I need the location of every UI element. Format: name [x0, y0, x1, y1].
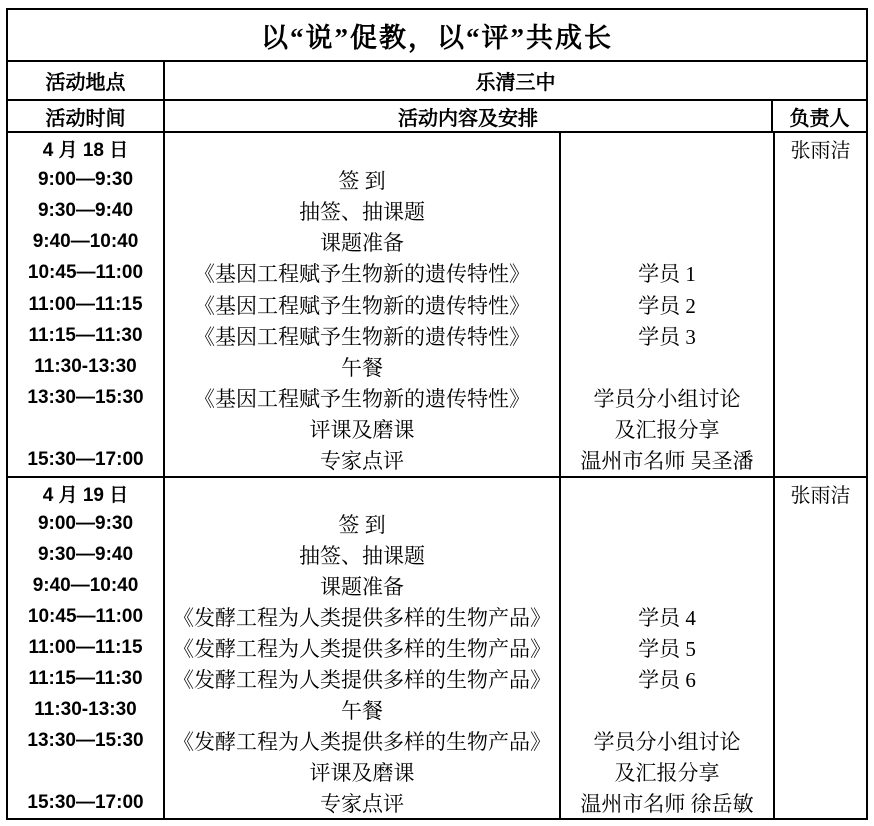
- manager-cell: [775, 694, 866, 725]
- time-column: [8, 478, 165, 818]
- participant-cell: [561, 509, 773, 540]
- time-cell: 9:40—10:40: [32, 575, 139, 597]
- participant-cell: 学员 6: [638, 667, 696, 692]
- activity-cell: 《基因工程赋予生物新的遗传特性》: [194, 262, 530, 287]
- content-column: [165, 478, 561, 818]
- manager-cell: [775, 383, 866, 414]
- participant-cell: [561, 227, 773, 258]
- time-cell: 13:30—15:30: [27, 387, 144, 409]
- manager-cell: [775, 602, 866, 633]
- activity-cell: 《发酵工程为人类提供多样的生物产品》: [173, 636, 551, 661]
- activity-cell: 抽签、抽课题: [299, 199, 425, 224]
- activity-cell: 《基因工程赋予生物新的遗传特性》: [194, 387, 530, 412]
- participant-cell: [561, 195, 773, 226]
- manager-cell: 张雨洁: [790, 484, 851, 507]
- activity-cell: 评课及磨课: [309, 418, 415, 443]
- who-column: [561, 478, 775, 818]
- participant-cell: [561, 164, 773, 195]
- activity-cell: 评课及磨课: [309, 760, 415, 785]
- activity-cell: 《发酵工程为人类提供多样的生物产品》: [173, 729, 551, 754]
- participant-cell: [561, 571, 773, 602]
- participant-cell: [561, 478, 773, 509]
- title-row: [8, 10, 866, 62]
- manager-cell: [775, 663, 866, 694]
- manager-cell: [775, 414, 866, 445]
- participant-cell: 学员 5: [638, 636, 696, 661]
- participant-cell: 学员 3: [638, 324, 696, 349]
- location-label: 活动地点: [8, 62, 165, 99]
- time-cell: 11:00—11:15: [28, 293, 143, 315]
- time-column: [8, 133, 165, 476]
- mgr-column: [775, 133, 866, 476]
- header-row: [8, 101, 866, 133]
- time-cell: [8, 756, 163, 787]
- activity-cell: 午餐: [341, 698, 383, 723]
- activity-cell: [165, 478, 559, 509]
- manager-cell: 张雨洁: [790, 140, 851, 163]
- time-cell: 10:45—11:00: [27, 606, 144, 628]
- manager-cell: [775, 787, 866, 818]
- time-cell: 11:15—11:30: [28, 667, 143, 689]
- day-block-april-18: [8, 133, 866, 478]
- time-cell: 13:30—15:30: [27, 729, 144, 751]
- manager-cell: [775, 571, 866, 602]
- activity-cell: 《发酵工程为人类提供多样的生物产品》: [173, 606, 551, 631]
- participant-cell: [561, 133, 773, 164]
- manager-cell: [775, 633, 866, 664]
- mgr-column: [775, 478, 866, 818]
- activity-cell: 《基因工程赋予生物新的遗传特性》: [194, 324, 530, 349]
- manager-cell: [775, 195, 866, 226]
- who-column: [561, 133, 775, 476]
- manager-cell: [775, 164, 866, 195]
- activity-cell: 签 到: [338, 168, 386, 193]
- participant-cell: [561, 540, 773, 571]
- activity-cell: 专家点评: [320, 791, 404, 816]
- participant-cell: [561, 351, 773, 382]
- manager-cell: [775, 540, 866, 571]
- time-cell: 15:30—17:00: [27, 791, 144, 813]
- time-cell: 11:00—11:15: [28, 636, 143, 658]
- activity-cell: 午餐: [341, 355, 383, 380]
- manager-cell: [775, 509, 866, 540]
- column-header-content: 活动内容及安排: [165, 101, 773, 131]
- manager-cell: [775, 320, 866, 351]
- time-cell: [8, 414, 163, 445]
- page-title: 以“说”促教，以“评”共成长: [261, 22, 613, 53]
- manager-cell: [775, 227, 866, 258]
- activity-cell: 《发酵工程为人类提供多样的生物产品》: [173, 667, 551, 692]
- activity-cell: [165, 133, 559, 164]
- activity-cell: 课题准备: [320, 575, 404, 600]
- column-header-time: 活动时间: [8, 101, 165, 131]
- participant-cell: 温州市名师 吴圣潘: [580, 449, 754, 474]
- time-cell: 9:00—9:30: [37, 513, 134, 535]
- participant-cell: 学员 1: [638, 262, 696, 287]
- manager-cell: [775, 258, 866, 289]
- time-cell: 11:30-13:30: [34, 698, 137, 720]
- time-cell: 10:45—11:00: [27, 262, 144, 284]
- manager-cell: [775, 725, 866, 756]
- day-block-april-19: [8, 478, 866, 818]
- date-cell: 4 月 19 日: [42, 484, 129, 506]
- date-cell: 4 月 18 日: [42, 140, 129, 162]
- time-cell: 9:30—9:40: [37, 199, 134, 221]
- schedule-table: [6, 8, 868, 820]
- manager-cell: [775, 289, 866, 320]
- time-cell: 11:30-13:30: [34, 355, 137, 377]
- column-header-manager: 负责人: [789, 107, 850, 130]
- participant-cell: [561, 694, 773, 725]
- participant-cell: 学员 4: [638, 606, 696, 631]
- time-cell: 15:30—17:00: [27, 449, 144, 471]
- activity-cell: 专家点评: [320, 449, 404, 474]
- time-cell: 9:30—9:40: [37, 544, 134, 566]
- time-cell: 9:40—10:40: [32, 231, 139, 253]
- location-value: 乐清三中: [475, 72, 556, 94]
- participant-cell: 学员 2: [638, 293, 696, 318]
- location-row: [8, 62, 866, 101]
- activity-cell: 抽签、抽课题: [299, 544, 425, 569]
- participant-cell: 及汇报分享: [614, 418, 720, 443]
- manager-cell: [775, 756, 866, 787]
- participant-cell: 学员分小组讨论: [593, 387, 741, 412]
- time-cell: 9:00—9:30: [37, 168, 134, 190]
- participant-cell: 温州市名师 徐岳敏: [580, 791, 754, 816]
- activity-cell: 签 到: [338, 513, 386, 538]
- time-cell: 11:15—11:30: [28, 324, 143, 346]
- activity-cell: 《基因工程赋予生物新的遗传特性》: [194, 293, 530, 318]
- participant-cell: 及汇报分享: [614, 760, 720, 785]
- manager-cell: [775, 351, 866, 382]
- content-column: [165, 133, 561, 476]
- manager-cell: [775, 445, 866, 476]
- participant-cell: 学员分小组讨论: [593, 729, 741, 754]
- activity-cell: 课题准备: [320, 231, 404, 256]
